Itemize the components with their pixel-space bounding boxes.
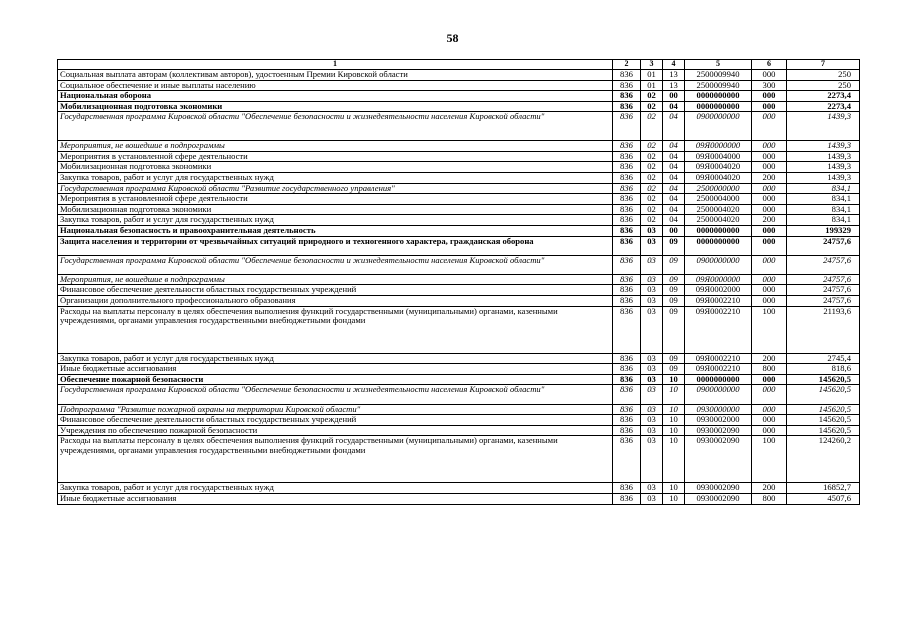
row-ministry-code-cell: 836 (613, 385, 641, 404)
row-amount-cell: 145620,5 (787, 385, 860, 404)
row-target-article-cell: 2500004020 (685, 215, 752, 226)
row-amount-cell: 145620,5 (787, 404, 860, 415)
row-section-cell: 03 (641, 385, 663, 404)
row-section-cell: 02 (641, 151, 663, 162)
row-subsection-cell: 04 (663, 141, 685, 152)
row-section-cell: 03 (641, 494, 663, 505)
row-target-article-cell: 0900000000 (685, 255, 752, 274)
row-subsection-cell: 10 (663, 404, 685, 415)
row-ministry-code-cell: 836 (613, 141, 641, 152)
table-row (58, 112, 860, 141)
row-ministry-code-cell: 836 (613, 494, 641, 505)
row-target-article-cell: 0000000000 (685, 91, 752, 102)
row-target-article-cell: 2500004000 (685, 194, 752, 205)
row-subsection-cell: 09 (663, 296, 685, 307)
row-amount-cell: 16852,7 (787, 483, 860, 494)
row-amount-cell: 834,1 (787, 183, 860, 194)
row-subsection-cell: 00 (663, 225, 685, 236)
table-row (58, 194, 860, 205)
row-ministry-code-cell: 836 (613, 236, 641, 255)
row-ministry-code-cell: 836 (613, 425, 641, 436)
row-ministry-code-cell: 836 (613, 374, 641, 385)
row-subsection-cell: 09 (663, 285, 685, 296)
row-ministry-code-cell: 836 (613, 353, 641, 364)
row-name-cell: Мобилизационная подготовка экономики (58, 204, 613, 215)
row-ministry-code-cell: 836 (613, 215, 641, 226)
row-section-cell: 02 (641, 194, 663, 205)
row-ministry-code-cell: 836 (613, 436, 641, 483)
row-section-cell: 03 (641, 425, 663, 436)
row-target-article-cell: 0930002090 (685, 483, 752, 494)
table-body (58, 70, 860, 505)
row-ministry-code-cell: 836 (613, 101, 641, 112)
row-expense-type-cell: 200 (752, 172, 787, 183)
row-section-cell: 01 (641, 80, 663, 91)
row-section-cell: 03 (641, 236, 663, 255)
row-amount-cell: 24757,6 (787, 296, 860, 307)
row-ministry-code-cell: 836 (613, 151, 641, 162)
row-section-cell: 03 (641, 255, 663, 274)
table-row (58, 225, 860, 236)
row-section-cell: 03 (641, 306, 663, 353)
table-row (58, 483, 860, 494)
row-expense-type-cell: 000 (752, 236, 787, 255)
row-name-cell: Мобилизационная подготовка экономики (58, 162, 613, 173)
row-subsection-cell: 13 (663, 70, 685, 81)
row-expense-type-cell: 000 (752, 225, 787, 236)
row-expense-type-cell: 200 (752, 215, 787, 226)
row-ministry-code-cell: 836 (613, 225, 641, 236)
row-section-cell: 02 (641, 172, 663, 183)
row-ministry-code-cell: 836 (613, 91, 641, 102)
row-name-cell: Подпрограмма "Развитие пожарной охраны на территории Кировской области" (58, 404, 613, 415)
column-header: 3 (641, 60, 663, 70)
row-section-cell: 01 (641, 70, 663, 81)
row-name-cell: Защита населения и территории от чрезвычайных ситуаций природного и техногенного характера, гражданская оборона (58, 236, 613, 255)
row-subsection-cell: 00 (663, 91, 685, 102)
table-row (58, 172, 860, 183)
row-subsection-cell: 04 (663, 162, 685, 173)
row-amount-cell: 21193,6 (787, 306, 860, 353)
row-ministry-code-cell: 836 (613, 483, 641, 494)
row-expense-type-cell: 000 (752, 141, 787, 152)
row-section-cell: 03 (641, 374, 663, 385)
row-section-cell: 02 (641, 101, 663, 112)
table-row (58, 183, 860, 194)
row-amount-cell: 834,1 (787, 215, 860, 226)
row-section-cell: 02 (641, 141, 663, 152)
row-name-cell: Мероприятия, не вошедшие в подпрограммы (58, 141, 613, 152)
table-row (58, 374, 860, 385)
row-name-cell: Национальная безопасность и правоохранительная деятельность (58, 225, 613, 236)
row-name-cell: Закупка товаров, работ и услуг для государственных нужд (58, 483, 613, 494)
row-amount-cell: 250 (787, 70, 860, 81)
row-subsection-cell: 09 (663, 364, 685, 375)
row-name-cell: Государственная программа Кировской области "Обеспечение безопасности и жизнедеятельности населения Кировской области" (58, 385, 613, 404)
row-subsection-cell: 10 (663, 385, 685, 404)
row-subsection-cell: 09 (663, 236, 685, 255)
row-expense-type-cell: 000 (752, 415, 787, 426)
row-target-article-cell: 2500009940 (685, 70, 752, 81)
table-row (58, 436, 860, 483)
row-section-cell: 03 (641, 436, 663, 483)
row-target-article-cell: 09Я0002210 (685, 306, 752, 353)
table-row (58, 306, 860, 353)
row-ministry-code-cell: 836 (613, 285, 641, 296)
row-ministry-code-cell: 836 (613, 404, 641, 415)
row-name-cell: Мероприятия в установленной сфере деятельности (58, 151, 613, 162)
row-subsection-cell: 10 (663, 436, 685, 483)
row-amount-cell: 818,6 (787, 364, 860, 375)
row-expense-type-cell: 000 (752, 425, 787, 436)
table-row (58, 255, 860, 274)
row-name-cell: Государственная программа Кировской области "Обеспечение безопасности и жизнедеятельности населения Кировской области" (58, 255, 613, 274)
row-target-article-cell: 0900000000 (685, 112, 752, 141)
row-name-cell: Закупка товаров, работ и услуг для государственных нужд (58, 353, 613, 364)
table-row (58, 425, 860, 436)
row-name-cell: Социальное обеспечение и иные выплаты населению (58, 80, 613, 91)
table-row (58, 236, 860, 255)
row-amount-cell: 250 (787, 80, 860, 91)
row-expense-type-cell: 000 (752, 204, 787, 215)
row-subsection-cell: 04 (663, 204, 685, 215)
row-expense-type-cell: 000 (752, 285, 787, 296)
row-target-article-cell: 2500000000 (685, 183, 752, 194)
row-expense-type-cell: 000 (752, 404, 787, 415)
row-subsection-cell: 04 (663, 151, 685, 162)
table-row (58, 70, 860, 81)
row-name-cell: Закупка товаров, работ и услуг для государственных нужд (58, 215, 613, 226)
row-ministry-code-cell: 836 (613, 172, 641, 183)
table-row (58, 415, 860, 426)
row-name-cell: Финансовое обеспечение деятельности областных государственных учреждений (58, 285, 613, 296)
row-amount-cell: 1439,3 (787, 151, 860, 162)
row-name-cell: Мероприятия, не вошедшие в подпрограммы (58, 274, 613, 285)
row-target-article-cell: 09Я0002210 (685, 364, 752, 375)
row-subsection-cell: 10 (663, 425, 685, 436)
row-subsection-cell: 09 (663, 255, 685, 274)
row-amount-cell: 1439,3 (787, 162, 860, 173)
row-section-cell: 02 (641, 162, 663, 173)
row-target-article-cell: 09Я0004020 (685, 162, 752, 173)
row-amount-cell: 145620,5 (787, 415, 860, 426)
row-section-cell: 03 (641, 353, 663, 364)
table-row (58, 162, 860, 173)
table-row (58, 385, 860, 404)
table-row (58, 101, 860, 112)
row-target-article-cell: 09Я0002210 (685, 353, 752, 364)
row-subsection-cell: 09 (663, 353, 685, 364)
page-number: 58 (446, 31, 459, 45)
row-subsection-cell: 10 (663, 374, 685, 385)
row-amount-cell: 24757,6 (787, 236, 860, 255)
row-name-cell: Социальная выплата авторам (коллективам авторов), удостоенным Премии Кировской области (58, 70, 613, 81)
row-name-cell: Иные бюджетные ассигнования (58, 494, 613, 505)
row-section-cell: 03 (641, 415, 663, 426)
row-amount-cell: 145620,5 (787, 425, 860, 436)
table-row (58, 80, 860, 91)
row-name-cell: Учреждения по обеспечению пожарной безопасности (58, 425, 613, 436)
row-expense-type-cell: 300 (752, 80, 787, 91)
row-ministry-code-cell: 836 (613, 70, 641, 81)
column-header: 4 (663, 60, 685, 70)
row-amount-cell: 834,1 (787, 194, 860, 205)
column-header: 5 (685, 60, 752, 70)
table-row (58, 494, 860, 505)
row-subsection-cell: 04 (663, 215, 685, 226)
table-row (58, 151, 860, 162)
row-section-cell: 02 (641, 112, 663, 141)
row-expense-type-cell: 000 (752, 162, 787, 173)
row-target-article-cell: 0000000000 (685, 374, 752, 385)
table-row (58, 364, 860, 375)
row-name-cell: Мероприятия в установленной сфере деятельности (58, 194, 613, 205)
row-expense-type-cell: 000 (752, 255, 787, 274)
table-row (58, 141, 860, 152)
row-expense-type-cell: 000 (752, 91, 787, 102)
row-name-cell: Организации дополнительного профессионального образования (58, 296, 613, 307)
row-target-article-cell: 09Я0002000 (685, 285, 752, 296)
row-subsection-cell: 04 (663, 112, 685, 141)
row-expense-type-cell: 000 (752, 183, 787, 194)
table-row (58, 353, 860, 364)
row-name-cell: Мобилизационная подготовка экономики (58, 101, 613, 112)
row-expense-type-cell: 000 (752, 274, 787, 285)
row-target-article-cell: 09Я0002210 (685, 296, 752, 307)
table-row (58, 404, 860, 415)
table-row (58, 91, 860, 102)
row-name-cell: Национальная оборона (58, 91, 613, 102)
row-expense-type-cell: 000 (752, 194, 787, 205)
row-amount-cell: 1439,3 (787, 172, 860, 183)
row-section-cell: 02 (641, 215, 663, 226)
row-expense-type-cell: 200 (752, 353, 787, 364)
row-expense-type-cell: 000 (752, 296, 787, 307)
row-name-cell: Государственная программа Кировской области "Развитие государственного управления" (58, 183, 613, 194)
row-subsection-cell: 09 (663, 274, 685, 285)
row-ministry-code-cell: 836 (613, 112, 641, 141)
row-target-article-cell: 0000000000 (685, 225, 752, 236)
table-header-row (58, 60, 860, 70)
row-name-cell: Обеспечение пожарной безопасности (58, 374, 613, 385)
row-section-cell: 02 (641, 91, 663, 102)
row-target-article-cell: 0000000000 (685, 236, 752, 255)
column-header: 7 (787, 60, 860, 70)
row-target-article-cell: 0000000000 (685, 101, 752, 112)
row-subsection-cell: 10 (663, 494, 685, 505)
row-name-cell: Финансовое обеспечение деятельности областных государственных учреждений (58, 415, 613, 426)
row-subsection-cell: 10 (663, 415, 685, 426)
row-target-article-cell: 09Я0000000 (685, 141, 752, 152)
row-section-cell: 03 (641, 404, 663, 415)
row-expense-type-cell: 800 (752, 494, 787, 505)
row-target-article-cell: 09Я0000000 (685, 274, 752, 285)
row-section-cell: 02 (641, 204, 663, 215)
row-expense-type-cell: 000 (752, 151, 787, 162)
row-target-article-cell: 0930000000 (685, 404, 752, 415)
row-subsection-cell: 10 (663, 483, 685, 494)
row-expense-type-cell: 200 (752, 483, 787, 494)
row-name-cell: Расходы на выплаты персоналу в целях обеспечения выполнения функций государственными (муниципальными) органами, казенными учреждениями, органами управления государственными внебюджетными фондами (58, 436, 613, 483)
row-amount-cell: 2273,4 (787, 91, 860, 102)
row-ministry-code-cell: 836 (613, 415, 641, 426)
row-amount-cell: 2273,4 (787, 101, 860, 112)
row-ministry-code-cell: 836 (613, 364, 641, 375)
table-row (58, 296, 860, 307)
row-subsection-cell: 04 (663, 172, 685, 183)
row-expense-type-cell: 000 (752, 112, 787, 141)
row-expense-type-cell: 100 (752, 306, 787, 353)
row-name-cell: Иные бюджетные ассигнования (58, 364, 613, 375)
row-amount-cell: 24757,6 (787, 255, 860, 274)
row-ministry-code-cell: 836 (613, 296, 641, 307)
row-expense-type-cell: 000 (752, 374, 787, 385)
row-expense-type-cell: 800 (752, 364, 787, 375)
row-target-article-cell: 0930002090 (685, 425, 752, 436)
row-target-article-cell: 09Я0004000 (685, 151, 752, 162)
row-section-cell: 03 (641, 225, 663, 236)
row-amount-cell: 1439,3 (787, 141, 860, 152)
column-header: 2 (613, 60, 641, 70)
row-ministry-code-cell: 836 (613, 306, 641, 353)
row-target-article-cell: 0930002090 (685, 436, 752, 483)
row-target-article-cell: 09Я0004020 (685, 172, 752, 183)
row-amount-cell: 124260,2 (787, 436, 860, 483)
row-name-cell: Расходы на выплаты персоналу в целях обеспечения выполнения функций государственными (муниципальными) органами, казенными учреждениями, органами управления государственными внебюджетными фондами (58, 306, 613, 353)
row-section-cell: 03 (641, 364, 663, 375)
row-expense-type-cell: 000 (752, 101, 787, 112)
row-amount-cell: 24757,6 (787, 285, 860, 296)
row-section-cell: 02 (641, 183, 663, 194)
row-section-cell: 03 (641, 285, 663, 296)
row-ministry-code-cell: 836 (613, 183, 641, 194)
row-expense-type-cell: 000 (752, 385, 787, 404)
row-amount-cell: 2745,4 (787, 353, 860, 364)
table-row (58, 274, 860, 285)
row-target-article-cell: 0930002090 (685, 494, 752, 505)
row-target-article-cell: 0930002000 (685, 415, 752, 426)
row-subsection-cell: 13 (663, 80, 685, 91)
table-row (58, 285, 860, 296)
table-row (58, 204, 860, 215)
row-target-article-cell: 2500009940 (685, 80, 752, 91)
column-header: 1 (58, 60, 613, 70)
row-target-article-cell: 0900000000 (685, 385, 752, 404)
column-header: 6 (752, 60, 787, 70)
row-ministry-code-cell: 836 (613, 194, 641, 205)
row-name-cell: Закупка товаров, работ и услуг для государственных нужд (58, 172, 613, 183)
row-ministry-code-cell: 836 (613, 255, 641, 274)
row-section-cell: 03 (641, 274, 663, 285)
row-ministry-code-cell: 836 (613, 80, 641, 91)
table-row (58, 215, 860, 226)
row-subsection-cell: 04 (663, 183, 685, 194)
row-ministry-code-cell: 836 (613, 162, 641, 173)
row-subsection-cell: 04 (663, 194, 685, 205)
row-ministry-code-cell: 836 (613, 274, 641, 285)
budget-table (57, 59, 860, 505)
row-target-article-cell: 2500004020 (685, 204, 752, 215)
row-expense-type-cell: 100 (752, 436, 787, 483)
row-name-cell: Государственная программа Кировской области "Обеспечение безопасности и жизнедеятельности населения Кировской области" (58, 112, 613, 141)
row-subsection-cell: 09 (663, 306, 685, 353)
row-amount-cell: 24757,6 (787, 274, 860, 285)
row-amount-cell: 145620,5 (787, 374, 860, 385)
row-section-cell: 03 (641, 483, 663, 494)
row-section-cell: 03 (641, 296, 663, 307)
row-amount-cell: 199329 (787, 225, 860, 236)
row-amount-cell: 4507,6 (787, 494, 860, 505)
row-amount-cell: 834,1 (787, 204, 860, 215)
row-ministry-code-cell: 836 (613, 204, 641, 215)
row-expense-type-cell: 000 (752, 70, 787, 81)
row-amount-cell: 1439,3 (787, 112, 860, 141)
row-subsection-cell: 04 (663, 101, 685, 112)
